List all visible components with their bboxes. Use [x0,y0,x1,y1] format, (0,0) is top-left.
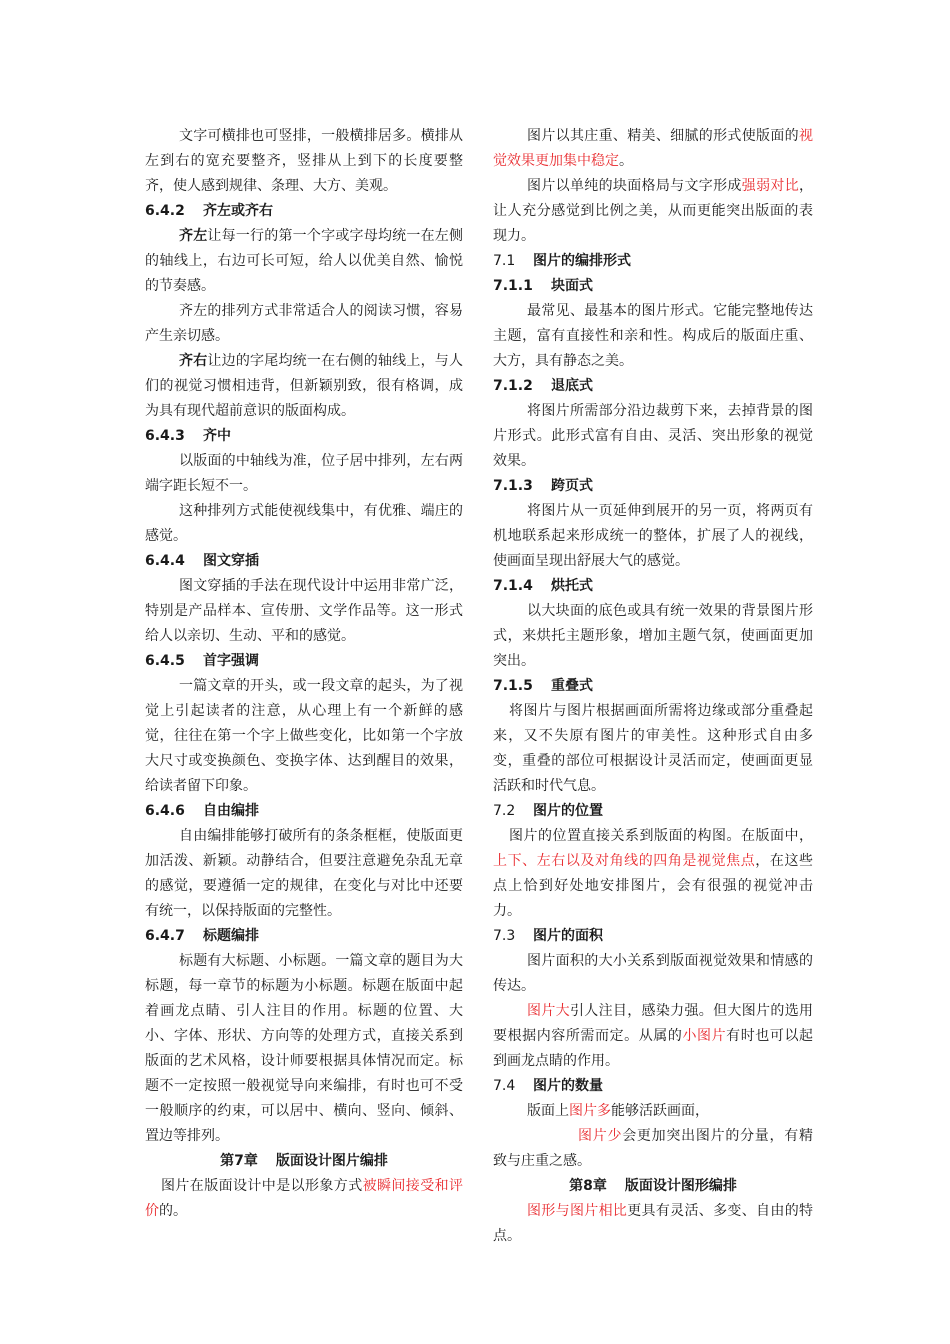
paragraph: 图片的位置直接关系到版面的构图。在版面中，上下、左右以及对角线的四角是视觉焦点，在这些点上恰到好处地安排图片，会有很强的视觉冲击力。 [493,828,814,919]
section-heading-7-1-5 [493,674,813,699]
section-title: 图片的数量 [533,1078,603,1094]
section-number: 6.4.3 [145,428,185,444]
section-heading-7-1-1 [493,274,813,299]
section-heading-7-1-3 [493,474,813,499]
paragraph: 齐右让边的字尾均统一在右侧的轴线上，与人们的视觉习惯相违背，但新颖别致，很有格调，成为具有现代超前意识的版面构成。 [145,353,463,419]
paragraph: 图片在版面设计中是以形象方式被瞬间接受和评价的。 [145,1178,464,1219]
paragraph: 图形与图片相比更具有灵活、多变、自由的特点。 [493,1203,814,1244]
section-number: 6.4.2 [145,203,185,219]
section-heading-6-4-6 [145,799,463,824]
section-number: 7.4 [493,1078,516,1094]
paragraph: 标题有大标题、小标题。一篇文章的题目为大标题，每一章节的标题为小标题。标题在版面中起着画龙点睛、引人注目的作用。标题的位置、大小、字体、形状、方向等的处理方式，直接关系到版面的艺术风格，设计师要根据具体情况而定。标题不一定按照一般视觉导向来编排，有时也可不受一般顺序的约束，可以居中、横向、竖向、倾斜、置边等排列。 [145,953,463,1144]
section-title: 标题编排 [203,928,259,944]
section-title: 图片的位置 [533,803,603,819]
paragraph: 图片以单纯的块面格局与文字形成强弱对比，让人充分感觉到比例之美，从而更能突出版面的表现力。 [493,178,814,244]
section-heading-7-1-4 [493,574,813,599]
highlight-text: 上下、左右以及对角线的四角是视觉焦点 [493,853,756,869]
paragraph: 将图片所需部分沿边裁剪下来，去掉背景的图片形式。此形式富有自由、灵活、突出形象的视觉效果。 [493,403,813,469]
chapter-heading-7 [145,1149,463,1174]
paragraph: 一篇文章的开头，或一段文章的起头，为了视觉上引起读者的注意，从心理上有一个新鲜的感觉，往往在第一个字上做些变化，比如第一个字放大尺寸或变换颜色、变换字体、达到醒目的效果，给读者留下印象。 [145,678,463,794]
highlight-text: 图片多 [569,1103,611,1119]
section-number: 6.4.6 [145,803,185,819]
chapter-heading-8 [493,1174,813,1199]
section-heading-7-1 [493,249,813,274]
section-number: 7.1.2 [493,378,533,394]
section-number: 7.1.3 [493,478,533,494]
section-title: 跨页式 [551,478,593,494]
paragraph: 以大块面的底色或具有统一效果的背景图片形式，来烘托主题形象，增加主题气氛，使画面更加突出。 [493,603,813,669]
section-number: 7.1.1 [493,278,533,294]
section-title: 重叠式 [551,678,593,694]
section-title: 退底式 [551,378,593,394]
section-title: 自由编排 [203,803,259,819]
highlight-text: 强弱对比 [741,178,800,194]
section-heading-6-4-3 [145,424,463,449]
highlight-text: 被瞬间接受和评价 [145,1178,464,1219]
section-title: 烘托式 [551,578,593,594]
section-heading-6-4-5 [145,649,463,674]
section-title: 图文穿插 [203,553,259,569]
section-title: 首字强调 [203,653,259,669]
section-number: 6.4.7 [145,928,185,944]
chapter-title: 版面设计图形编排 [624,1178,737,1194]
section-title: 齐中 [203,428,231,444]
section-heading-6-4-7 [145,924,463,949]
section-heading-7-3 [493,924,813,949]
paragraph: 将图片从一页延伸到展开的另一页，将两页有机地联系起来形成统一的整体，扩展了人的视线，使画面呈现出舒展大气的感觉。 [493,503,813,569]
section-heading-7-2 [493,799,813,824]
keyword: 齐左 [179,228,208,244]
section-number: 7.1.5 [493,678,533,694]
paragraph: 文字可横排也可竖排，一般横排居多。横排从左到右的宽充要整齐，竖排从上到下的长度要整齐，使人感到规律、条理、大方、美观。 [145,128,463,194]
section-number: 6.4.4 [145,553,185,569]
section-title: 图片的编排形式 [533,253,631,269]
section-number: 7.1.4 [493,578,533,594]
paragraph: 齐左的排列方式非常适合人的阅读习惯，容易产生亲切感。 [145,303,463,344]
keyword: 齐右 [179,353,208,369]
chapter-number: 第7章 [220,1153,258,1169]
right-column [493,124,813,1249]
highlight-text: 图形与图片相比 [527,1203,628,1219]
section-heading-6-4-2 [145,199,463,224]
paragraph: 图片少会更加突出图片的分量，有精致与庄重之感。 [493,1128,814,1169]
section-number: 7.3 [493,928,516,944]
section-title: 图片的面积 [533,928,603,944]
highlight-text: 小图片 [682,1028,727,1044]
section-title: 齐左或齐右 [203,203,273,219]
chapter-number: 第8章 [569,1178,607,1194]
paragraph: 将图片与图片根据画面所需将边缘或部分重叠起来，又不失原有图片的审美性。这种形式自由多变，重叠的部位可根据设计灵活而定，使画面更显活跃和时代气息。 [493,703,813,794]
section-heading-7-4 [493,1074,813,1099]
paragraph: 图片面积的大小关系到版面视觉效果和情感的传达。 [493,953,813,994]
highlight-text: 图片大 [527,1003,570,1019]
section-number: 7.2 [493,803,516,819]
paragraph: 最常见、最基本的图片形式。它能完整地传达主题，富有直接性和亲和性。构成后的版面庄重、大方，具有静态之美。 [493,303,813,369]
paragraph: 齐左让每一行的第一个字或字母均统一在左侧的轴线上，右边可长可短，给人以优美自然、愉悦的节奏感。 [145,228,463,294]
paragraph: 这种排列方式能使视线集中，有优雅、端庄的感觉。 [145,503,463,544]
highlight-text: 视觉效果更加集中稳定 [493,128,813,169]
paragraph: 自由编排能够打破所有的条条框框，使版面更加活泼、新颖。动静结合，但要注意避免杂乱无章的感觉，要遵循一定的规律，在变化与对比中还要有统一，以保持版面的完整性。 [145,828,463,919]
section-title: 块面式 [551,278,593,294]
left-column [145,124,463,1224]
section-heading-6-4-4 [145,549,463,574]
paragraph: 图片以其庄重、精美、细腻的形式使版面的视觉效果更加集中稳定。 [493,128,813,169]
section-heading-7-1-2 [493,374,813,399]
section-number: 7.1 [493,253,516,269]
paragraph: 图文穿插的手法在现代设计中运用非常广泛，特别是产品样本、宣传册、文学作品等。这一形式给人以亲切、生动、平和的感觉。 [145,578,463,644]
section-number: 6.4.5 [145,653,185,669]
highlight-text: 图片少 [578,1128,623,1144]
chapter-title: 版面设计图片编排 [275,1153,388,1169]
paragraph: 以版面的中轴线为准，位子居中排列，左右两端字距长短不一。 [145,453,463,494]
paragraph: 图片大引人注目，感染力强。但大图片的选用要根据内容所需而定。从属的小图片有时也可以起到画龙点睛的作用。 [493,1003,814,1069]
paragraph: 版面上图片多能够活跃画面， [527,1103,709,1119]
